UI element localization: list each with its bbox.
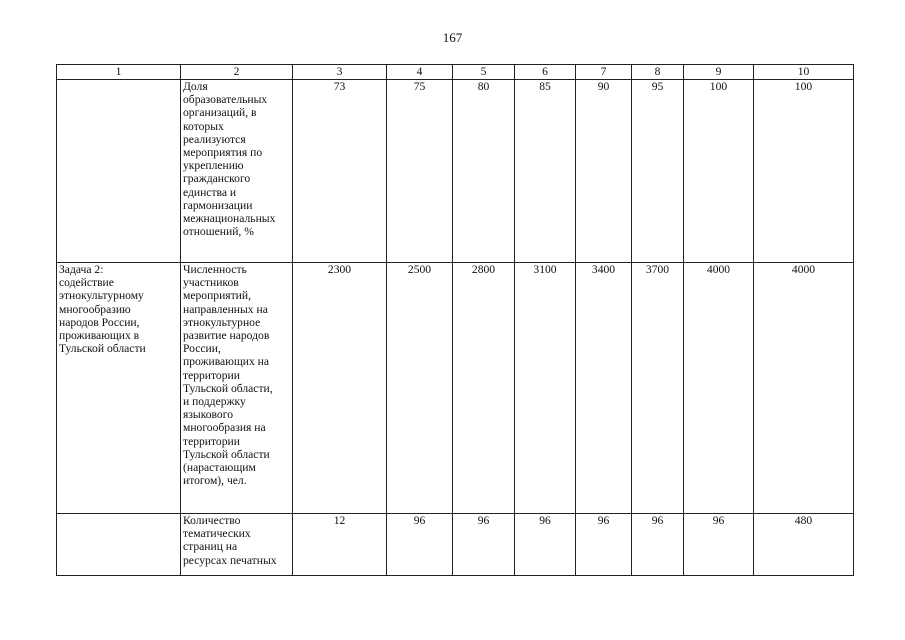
indicator-line: которых	[183, 119, 224, 133]
task-cell	[57, 514, 181, 576]
value-cell: 3700	[632, 263, 684, 514]
value-cell: 80	[453, 80, 515, 263]
indicator-line: Численность	[183, 263, 247, 276]
page-number: 167	[442, 30, 463, 45]
task-line: этнокультурному	[59, 289, 144, 303]
indicator-line: мероприятия по	[183, 146, 263, 160]
value-cell: 100	[754, 80, 854, 263]
value-cell: 75	[387, 80, 453, 263]
table-row	[57, 263, 854, 514]
value-cell: 96	[453, 514, 515, 576]
header-cell: 1	[57, 65, 181, 80]
indicator-cell	[181, 263, 293, 514]
indicator-line: и поддержку	[183, 395, 246, 409]
header-cell: 7	[576, 65, 632, 80]
indicator-line: организаций, в	[183, 106, 257, 120]
task-line: проживающих в	[59, 329, 140, 343]
task-line: содействие	[59, 276, 114, 290]
indicator-cell	[181, 80, 293, 263]
value-cell: 4000	[754, 263, 854, 514]
indicator-line: межнациональных	[183, 212, 276, 226]
value-cell: 85	[515, 80, 576, 263]
header-cell: 4	[387, 65, 453, 80]
value-cell: 90	[576, 80, 632, 263]
value-cell: 96	[632, 514, 684, 576]
indicator-line: языкового	[183, 408, 233, 422]
indicator-line: отношений, %	[183, 225, 254, 239]
value-cell: 4000	[684, 263, 754, 514]
indicator-line: участников	[183, 276, 239, 290]
indicator-line: Тульской области	[183, 447, 270, 461]
indicator-cell	[181, 514, 293, 576]
table-row	[57, 80, 854, 263]
value-cell: 2300	[293, 263, 387, 514]
header-cell: 2	[181, 65, 293, 80]
table-row	[57, 514, 854, 576]
value-cell: 2500	[387, 263, 453, 514]
value-cell: 3100	[515, 263, 576, 514]
value-cell: 96	[387, 514, 453, 576]
indicator-line: мероприятий,	[183, 289, 251, 303]
value-cell: 100	[684, 80, 754, 263]
header-cell: 6	[515, 65, 576, 80]
task-line: Задача 2:	[59, 263, 104, 276]
indicator-line: Тульской области,	[183, 381, 273, 395]
value-cell: 96	[684, 514, 754, 576]
indicator-line: развитие народов	[183, 329, 270, 343]
value-cell: 480	[754, 514, 854, 576]
indicator-line: Количество	[183, 514, 241, 527]
indicator-line: территории	[183, 434, 240, 448]
indicator-line: гармонизации	[183, 198, 253, 212]
header-cell: 8	[632, 65, 684, 80]
indicator-line: ресурсах печатных	[183, 553, 277, 567]
value-cell: 95	[632, 80, 684, 263]
indicator-line: итогом), чел.	[183, 474, 247, 488]
indicator-line: укреплению	[183, 159, 244, 173]
indicator-line: многообразия на	[183, 421, 266, 435]
indicator-line: России,	[183, 342, 221, 356]
indicator-line: страниц на	[183, 540, 238, 554]
header-row	[57, 65, 854, 80]
indicator-line: единства и	[183, 185, 237, 199]
indicator-line: (нарастающим	[183, 461, 256, 475]
value-cell: 73	[293, 80, 387, 263]
indicator-line: Доля	[183, 80, 208, 93]
indicator-line: образовательных	[183, 93, 268, 107]
indicator-line: этнокультурное	[183, 315, 261, 329]
header-cell: 3	[293, 65, 387, 80]
value-cell: 12	[293, 514, 387, 576]
task-line: Тульской области	[59, 342, 146, 356]
value-cell: 2800	[453, 263, 515, 514]
task-line: многообразию	[59, 302, 131, 316]
header-cell: 10	[754, 65, 854, 80]
task-line: народов России,	[59, 315, 140, 329]
indicators-table	[56, 64, 854, 576]
value-cell: 96	[515, 514, 576, 576]
header-cell: 5	[453, 65, 515, 80]
indicator-line: тематических	[183, 527, 251, 541]
indicator-line: гражданского	[183, 172, 251, 186]
indicator-line: проживающих на	[183, 355, 270, 369]
value-cell: 96	[576, 514, 632, 576]
task-cell	[57, 80, 181, 263]
indicator-line: направленных на	[183, 302, 268, 316]
indicator-line: территории	[183, 368, 240, 382]
indicator-line: реализуются	[183, 132, 246, 146]
task-cell	[57, 263, 181, 514]
value-cell: 3400	[576, 263, 632, 514]
header-cell: 9	[684, 65, 754, 80]
